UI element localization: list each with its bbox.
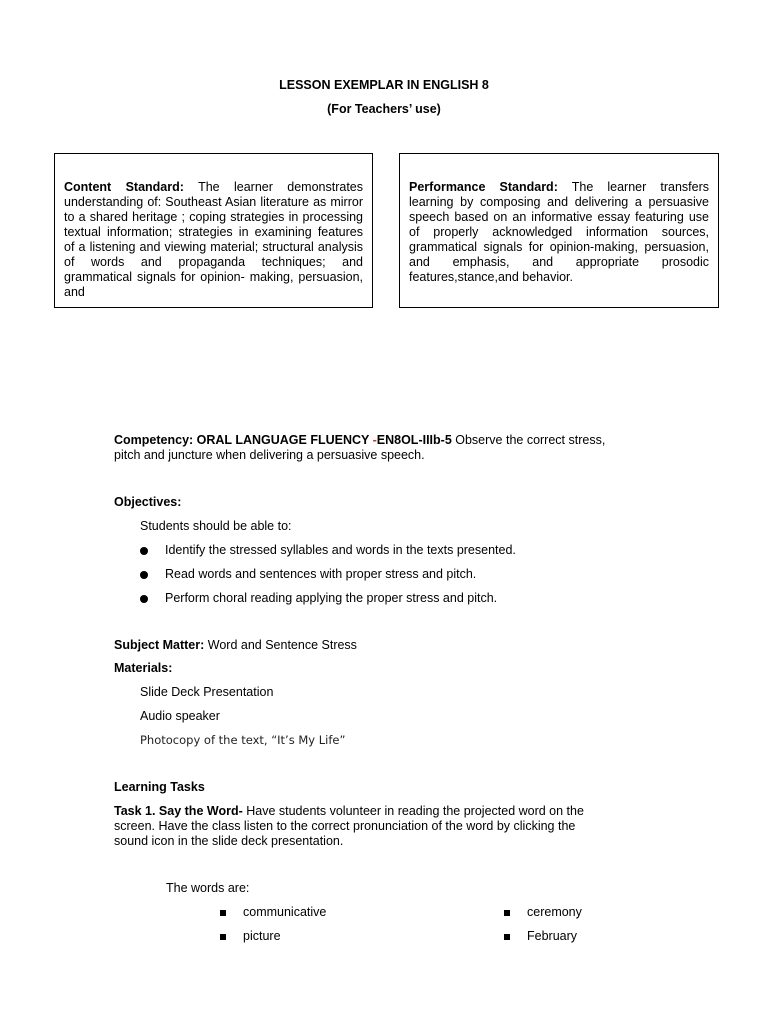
task1-label: Task 1. Say the Word- [114,804,243,818]
task1-line-1: Task 1. Say the Word- Have students volunteer in reading the projected word on the [114,804,584,818]
objectives-intro: Students should be able to: [140,519,292,533]
word-item: February [504,929,577,944]
objective-item: Perform choral reading applying the proper stress and pitch. [140,591,497,606]
subject-matter-value: Word and Sentence Stress [204,638,357,652]
square-bullet-icon [220,910,226,916]
document-subtitle: (For Teachers’ use) [327,102,441,116]
material-item: Slide Deck Presentation [140,685,274,699]
performance-standard-label: Performance Standard: [409,180,558,194]
subject-matter-label: Subject Matter: [114,638,205,652]
bullet-icon [140,571,148,579]
square-bullet-icon [220,934,226,940]
performance-standard-text: The learner transfers learning by composing and delivering a persuasive speech based on an informative essay featuring use of properly acknowledged information sources, grammatical signals for opinion-making, persuasion, and emphasis, and appropriate prosodic features,stance,and behavior. [409,180,709,284]
square-bullet-icon [504,910,510,916]
bullet-icon [140,595,148,603]
learning-tasks-heading: Learning Tasks [114,780,205,794]
objective-item: Read words and sentences with proper stress and pitch. [140,567,476,582]
task1-line-3: sound icon in the slide deck presentation. [114,834,344,848]
competency-text: Observe the correct stress, [451,433,606,447]
subject-matter [114,638,357,653]
content-standard-label: Content Standard: [64,180,184,194]
bullet-icon [140,547,148,555]
word-item: ceremony [504,905,582,920]
document-title: LESSON EXEMPLAR IN ENGLISH 8 [279,78,489,92]
content-standard-box [54,153,373,308]
material-item: Audio speaker [140,709,220,723]
objectives-heading: Objectives: [114,495,182,509]
competency-line-2: pitch and juncture when delivering a persuasive speech. [114,448,425,462]
competency-label: Competency: ORAL LANGUAGE FLUENCY [114,433,373,447]
competency-line-1 [114,433,605,448]
competency-dash: - [372,433,377,447]
competency-code: EN8OL-IIIb-5 [376,433,452,447]
task1-line-2: screen. Have the class listen to the correct pronunciation of the word by clicking the [114,819,576,833]
word-item: picture [220,929,281,944]
materials-heading: Materials: [114,661,173,675]
words-intro: The words are: [166,881,250,895]
square-bullet-icon [504,934,510,940]
material-item: Photocopy of the text, “It’s My Life” [140,733,346,747]
word-item: communicative [220,905,326,920]
performance-standard-box [399,153,719,308]
objective-item: Identify the stressed syllables and words in the texts presented. [140,543,516,558]
content-standard-text: The learner demonstrates understanding of: Southeast Asian literature as mirror to a shared heritage ; coping strategies in processing textual information; strategies in examining features of a listening and viewing material; structural analysis of words and propaganda techniques; and grammatical signals for opinion- making, persuasion, and [64,180,363,299]
